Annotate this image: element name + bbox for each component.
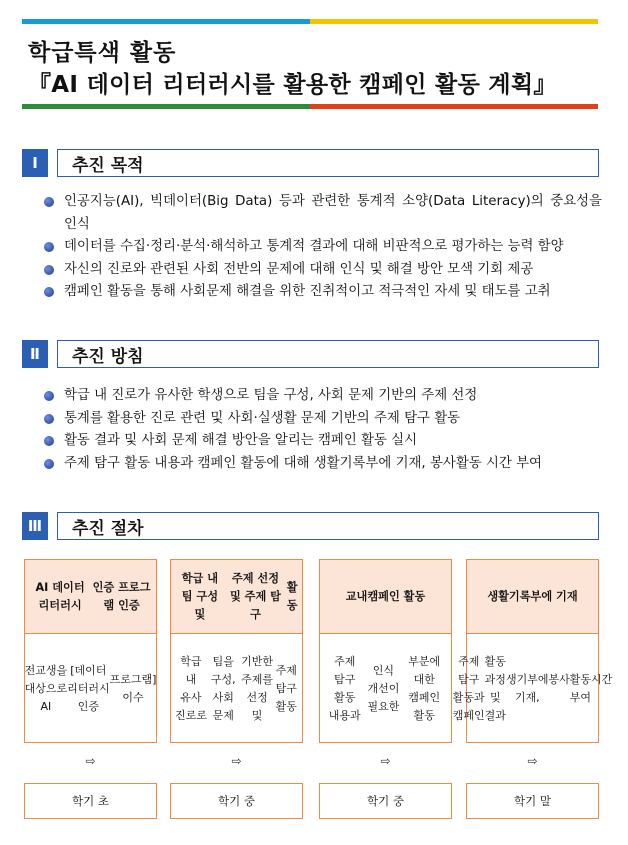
- bullet-icon: [44, 391, 54, 401]
- title-line-2: 『AI 데이터 리터러시를 활용한 캠페인 활동 계획』: [28, 72, 557, 98]
- bottom-color-bar: [22, 104, 598, 109]
- section-1-list: [42, 191, 602, 304]
- section-2-header: [57, 340, 599, 368]
- list-item: 학급 내 진로가 유사한 학생으로 팀을 구성, 사회 문제 기반의 주제 선정: [42, 385, 602, 408]
- bullet-icon: [44, 197, 54, 207]
- list-item: 주제 탐구 활동 내용과 캠페인 활동에 대해 생활기록부에 기재, 봉사활동 시간 부여: [42, 453, 602, 476]
- title-line-1: 학급특색 활동: [28, 40, 177, 66]
- procedure-step-description: 전교생을 대상으로 AI [데이터 리터러시 인증 프로그램] 이수: [24, 664, 157, 713]
- procedure-step-period: 학기 중: [319, 783, 452, 819]
- list-item: 자신의 진로와 관련된 사회 전반의 문제에 대해 인식 및 해결 방안 모색 기회 제공: [42, 259, 602, 282]
- procedure-step-title: 생활기록부에 기재: [467, 560, 598, 634]
- bullet-icon: [44, 459, 54, 469]
- section-3-title: 추진 절차: [72, 518, 144, 539]
- arrow-right-icon: ⇨: [527, 754, 538, 768]
- arrow-right-icon: ⇨: [85, 754, 96, 768]
- top-color-bar: [22, 19, 598, 24]
- section-2-list: [42, 385, 602, 475]
- procedure-step-description: 주제 탐구 활동 내용과 인식 개선이 필요한 부분에 대한 캠페인 활동: [328, 655, 441, 722]
- section-3-number: Ⅲ: [22, 512, 48, 540]
- list-item: 캠페인 활동을 통해 사회문제 해결을 위한 진취적이고 적극적인 자세 및 태도를 고취: [42, 281, 602, 304]
- procedure-step-card: [452, 559, 613, 743]
- section-3-header: [57, 512, 599, 540]
- section-2-number: Ⅱ: [22, 340, 48, 368]
- list-item: 데이터를 수집·정리·분석·해석하고 통계적 결과에 대해 비판적으로 평가하는 능력 함양: [42, 236, 602, 259]
- section-1-header: [57, 149, 599, 177]
- bullet-icon: [44, 242, 54, 252]
- procedure-step-period: 학기 말: [466, 783, 599, 819]
- bullet-icon: [44, 265, 54, 275]
- procedure-step-description: 학급 내 유사 진로로 팀을 구성, 사회 문제 기반한 주제를 선정 및 주제 탐구 활동: [175, 655, 297, 722]
- procedure-step-card: [170, 559, 303, 743]
- procedure-step-description: 주제 탐구 활동과 캠페인 활동 과정 및 결과 생기부에 기재, 봉사활동시간 부여: [452, 655, 613, 722]
- procedure-step-period: 학기 중: [170, 783, 303, 819]
- bullet-icon: [44, 287, 54, 297]
- procedure-step-card: [24, 559, 157, 743]
- arrow-right-icon: ⇨: [380, 754, 391, 768]
- list-item: 활동 결과 및 사회 문제 해결 방안을 알리는 캠페인 활동 실시: [42, 430, 602, 453]
- section-1-number: Ⅰ: [22, 149, 48, 177]
- procedure-step-title: AI 데이터 리터러시 인증 프로그램 인증: [25, 560, 156, 634]
- procedure-step-period: 학기 초: [24, 783, 157, 819]
- bullet-icon: [44, 414, 54, 424]
- bullet-icon: [44, 436, 54, 446]
- procedure-step-card: [319, 559, 452, 743]
- arrow-right-icon: ⇨: [231, 754, 242, 768]
- list-item: 인공지능(AI), 빅데이터(Big Data) 등과 관련한 통계적 소양(Data Literacy)의 중요성을 인식: [42, 191, 602, 236]
- list-item: 통계를 활용한 진로 관련 및 사회·실생활 문제 기반의 주제 탐구 활동: [42, 408, 602, 431]
- procedure-step-title: 학급 내 팀 구성 및 주제 선정 및 주제 탐구 활동: [171, 560, 302, 634]
- section-1-title: 추진 목적: [72, 155, 144, 176]
- procedure-step-title: 교내 캠페인 활동: [320, 560, 451, 634]
- section-2-title: 추진 방침: [72, 346, 144, 367]
